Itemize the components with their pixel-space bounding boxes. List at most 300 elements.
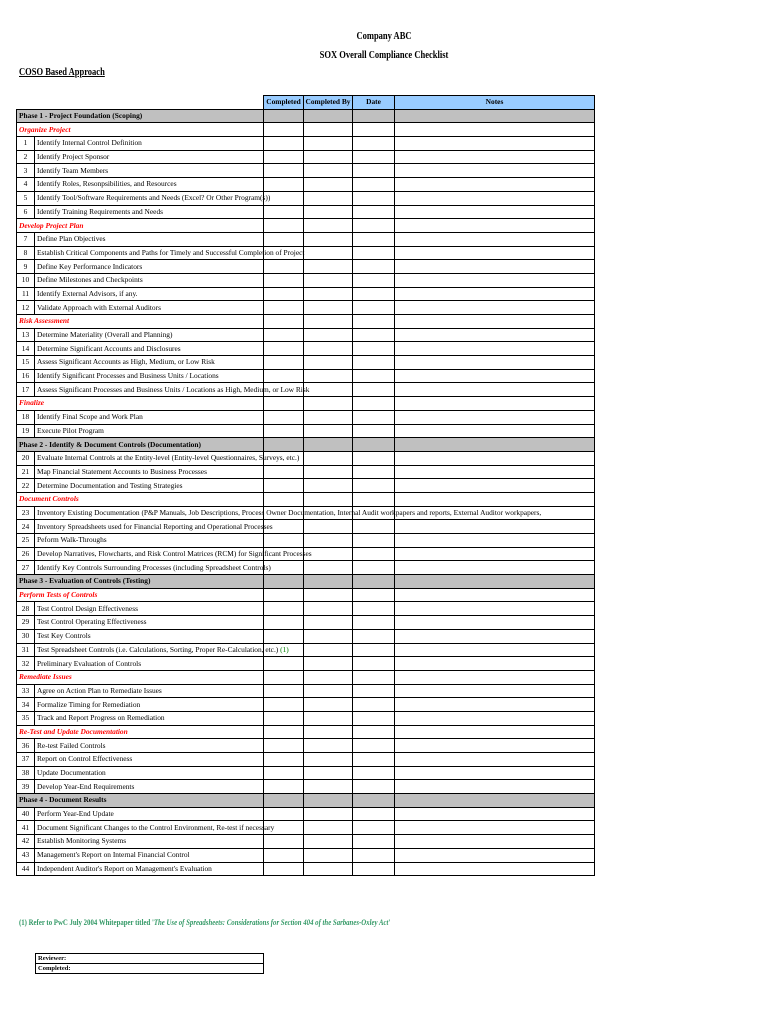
notes-cell[interactable] [395,410,595,424]
completed-cell[interactable] [264,328,304,342]
item-text: Identify Internal Control Definition [37,138,142,148]
item-text-cell [35,246,305,260]
notes-cell[interactable] [395,369,595,383]
notes-cell[interactable] [395,753,595,767]
notes-cell[interactable] [395,273,595,287]
subsection-row [17,219,595,233]
completed-cell[interactable] [264,479,304,493]
completed-by-cell[interactable] [304,766,353,780]
item-text-cell [35,780,264,794]
item-text-cell [35,739,264,753]
completed-by-cell[interactable] [304,575,353,589]
completed-cell[interactable] [264,602,304,616]
checklist-table [16,95,595,876]
item-number: 18 [17,410,35,424]
completed-by-cell[interactable] [304,862,353,876]
notes-cell[interactable] [395,547,595,561]
completed-by-cell[interactable] [304,739,353,753]
date-cell[interactable] [353,575,395,589]
notes-cell[interactable] [395,451,595,465]
notes-cell[interactable] [395,848,595,862]
date-cell[interactable] [353,602,395,616]
checklist-item-row [17,232,595,246]
date-cell[interactable] [353,164,395,178]
notes-cell[interactable] [395,438,595,452]
checklist-item-row [17,780,595,794]
date-cell[interactable] [353,643,395,657]
completed-by-cell[interactable] [304,753,353,767]
item-text: Test Control Design Effectiveness [37,603,138,613]
completed-cell[interactable] [264,492,304,506]
date-cell[interactable] [353,150,395,164]
completed-by-cell[interactable] [304,410,353,424]
checklist-item-row [17,328,595,342]
item-text-cell [35,643,289,657]
subsection-label: Develop Project Plan [17,219,264,233]
date-cell[interactable] [353,520,395,534]
completed-by-cell[interactable] [304,684,353,698]
date-cell[interactable] [353,232,395,246]
date-cell[interactable] [353,191,395,205]
date-cell[interactable] [353,753,395,767]
item-text-cell [35,835,264,849]
checklist-item-row [17,451,595,465]
date-cell[interactable] [353,465,395,479]
date-cell[interactable] [353,397,395,411]
date-cell[interactable] [353,670,395,684]
date-cell[interactable] [353,342,395,356]
completed-cell[interactable] [264,862,304,876]
completed-by-cell[interactable] [304,794,353,808]
completed-cell[interactable] [264,684,304,698]
item-number: 43 [17,848,35,862]
checklist-item-row [17,424,595,438]
checklist-item-row [17,657,595,671]
date-cell[interactable] [353,356,395,370]
date-cell[interactable] [353,315,395,329]
notes-cell[interactable] [395,123,595,137]
item-text-cell [35,328,264,342]
notes-cell[interactable] [395,246,595,260]
completed-cell[interactable] [264,410,304,424]
item-number: 14 [17,342,35,356]
completed-by-cell[interactable] [304,342,353,356]
date-cell[interactable] [353,561,395,575]
notes-cell[interactable] [395,356,595,370]
completed-by-cell[interactable] [304,602,353,616]
notes-cell[interactable] [395,301,595,315]
notes-cell[interactable] [395,670,595,684]
checklist-item-row [17,821,595,835]
date-cell[interactable] [353,547,395,561]
completed-by-cell[interactable] [304,260,353,274]
date-cell[interactable] [353,657,395,671]
date-cell[interactable] [353,205,395,219]
date-cell[interactable] [353,794,395,808]
date-cell[interactable] [353,616,395,630]
completed-cell[interactable] [264,287,304,301]
column-header-notes: Notes [395,96,595,110]
completed-cell[interactable] [264,807,304,821]
notes-cell[interactable] [395,178,595,192]
date-cell[interactable] [353,451,395,465]
completed-cell[interactable] [264,616,304,630]
completed-by-cell[interactable] [304,397,353,411]
date-cell[interactable] [353,588,395,602]
notes-cell[interactable] [395,629,595,643]
completed-by-cell[interactable] [304,848,353,862]
completed-cell[interactable] [264,315,304,329]
item-text-cell [35,711,264,725]
item-text-cell [35,164,264,178]
date-cell[interactable] [353,835,395,849]
item-number: 42 [17,835,35,849]
completed-cell[interactable] [264,178,304,192]
date-cell[interactable] [353,383,395,397]
item-text-cell [35,137,264,151]
completed-by-cell[interactable] [304,383,353,397]
completed-by-cell[interactable] [304,109,353,123]
item-text: Independent Auditor's Report on Management's Evaluation [37,863,212,873]
date-cell[interactable] [353,178,395,192]
completed-by-cell[interactable] [304,150,353,164]
item-number: 11 [17,287,35,301]
date-cell[interactable] [353,492,395,506]
checklist-item-row [17,561,595,575]
completed-cell[interactable] [264,219,304,233]
notes-cell[interactable] [395,821,595,835]
completed-cell[interactable] [264,575,304,589]
completed-by-cell[interactable] [304,616,353,630]
completed-cell[interactable] [264,369,304,383]
notes-cell[interactable] [395,534,595,548]
completed-by-cell[interactable] [304,698,353,712]
notes-cell[interactable] [395,383,595,397]
phase-row [17,794,595,808]
item-number: 32 [17,657,35,671]
completed-cell[interactable] [264,232,304,246]
item-text: Track and Report Progress on Remediation [37,713,165,723]
completed-cell[interactable] [264,670,304,684]
item-number: 33 [17,684,35,698]
item-text: Formalize Timing for Remediation [37,699,141,709]
checklist-item-row [17,520,595,534]
notes-cell[interactable] [395,602,595,616]
item-text-cell [35,698,264,712]
notes-cell[interactable] [395,698,595,712]
date-cell[interactable] [353,766,395,780]
completed-by-cell[interactable] [304,629,353,643]
item-text-cell [35,410,264,424]
date-cell[interactable] [353,219,395,233]
date-cell[interactable] [353,260,395,274]
item-text: Determine Significant Accounts and Disclosures [37,343,181,353]
notes-cell[interactable] [395,616,595,630]
completed-by-cell[interactable] [304,479,353,493]
completed-cell[interactable] [264,109,304,123]
date-cell[interactable] [353,123,395,137]
item-number: 44 [17,862,35,876]
notes-cell[interactable] [395,287,595,301]
notes-cell[interactable] [395,232,595,246]
notes-cell[interactable] [395,561,595,575]
date-cell[interactable] [353,369,395,383]
notes-cell[interactable] [395,191,595,205]
item-text-cell [35,616,264,630]
column-header-completed: Completed [264,96,304,110]
notes-cell[interactable] [395,711,595,725]
phase-row [17,109,595,123]
date-cell[interactable] [353,534,395,548]
checklist-item-row [17,465,595,479]
completed-cell[interactable] [264,657,304,671]
completed-cell[interactable] [264,739,304,753]
completed-by-cell[interactable] [304,178,353,192]
completed-cell[interactable] [264,780,304,794]
completed-by-cell[interactable] [304,657,353,671]
notes-cell[interactable] [395,137,595,151]
completed-by-cell[interactable] [304,534,353,548]
notes-cell[interactable] [395,794,595,808]
item-text: Identify Team Members [37,165,109,175]
completed-by-cell[interactable] [304,164,353,178]
item-text-cell [35,383,310,397]
notes-cell[interactable] [395,315,595,329]
item-text-cell [35,821,275,835]
completed-cell[interactable] [264,397,304,411]
completed-cell[interactable] [264,424,304,438]
completed-by-cell[interactable] [304,219,353,233]
checklist-item-row [17,369,595,383]
notes-cell[interactable] [395,520,595,534]
subsection-row [17,123,595,137]
notes-cell[interactable] [395,807,595,821]
item-text-cell [35,178,264,192]
notes-cell[interactable] [395,835,595,849]
checklist-item-row [17,150,595,164]
completed-by-cell[interactable] [304,807,353,821]
completed-by-cell[interactable] [304,643,353,657]
notes-cell[interactable] [395,205,595,219]
date-cell[interactable] [353,684,395,698]
date-cell[interactable] [353,725,395,739]
completed-cell[interactable] [264,794,304,808]
subsection-label: Organize Project [17,123,264,137]
notes-cell[interactable] [395,588,595,602]
notes-cell[interactable] [395,739,595,753]
completed-field[interactable]: Completed: [36,964,264,974]
completed-cell[interactable] [264,848,304,862]
notes-cell[interactable] [395,465,595,479]
date-cell[interactable] [353,807,395,821]
completed-by-cell[interactable] [304,424,353,438]
completed-by-cell[interactable] [304,821,353,835]
footnote-title: The Use of Spreadsheets: Considerations for Section 404 of the Sarbanes-Oxley Act [153,918,389,927]
notes-cell[interactable] [395,575,595,589]
completed-by-cell[interactable] [304,835,353,849]
date-cell[interactable] [353,698,395,712]
completed-by-cell[interactable] [304,725,353,739]
checklist-item-row [17,191,595,205]
completed-by-cell[interactable] [304,520,353,534]
reviewer-field[interactable]: Reviewer: [36,954,264,964]
item-text-cell [35,766,264,780]
completed-cell[interactable] [264,356,304,370]
date-cell[interactable] [353,246,395,260]
completed-by-cell[interactable] [304,588,353,602]
approach-heading: COSO Based Approach [19,67,105,78]
completed-cell[interactable] [264,150,304,164]
completed-cell[interactable] [264,137,304,151]
notes-cell[interactable] [395,164,595,178]
completed-cell[interactable] [264,438,304,452]
subsection-label: Remediate Issues [17,670,264,684]
completed-by-cell[interactable] [304,137,353,151]
completed-by-cell[interactable] [304,711,353,725]
completed-cell[interactable] [264,588,304,602]
date-cell[interactable] [353,287,395,301]
completed-by-cell[interactable] [304,670,353,684]
completed-by-cell[interactable] [304,369,353,383]
completed-cell[interactable] [264,766,304,780]
item-text-cell [35,561,271,575]
notes-cell[interactable] [395,643,595,657]
completed-by-cell[interactable] [304,287,353,301]
notes-cell[interactable] [395,219,595,233]
phase-row [17,438,595,452]
date-cell[interactable] [353,301,395,315]
footnote [19,918,390,927]
notes-cell[interactable] [395,109,595,123]
notes-cell[interactable] [395,862,595,876]
completed-by-cell[interactable] [304,465,353,479]
completed-cell[interactable] [264,711,304,725]
notes-cell[interactable] [395,684,595,698]
completed-by-cell[interactable] [304,328,353,342]
completed-cell[interactable] [264,205,304,219]
completed-by-cell[interactable] [304,780,353,794]
completed-cell[interactable] [264,301,304,315]
checklist-item-row [17,137,595,151]
notes-cell[interactable] [395,150,595,164]
notes-cell[interactable] [395,397,595,411]
date-cell[interactable] [353,780,395,794]
notes-cell[interactable] [395,260,595,274]
date-cell[interactable] [353,629,395,643]
date-cell[interactable] [353,328,395,342]
item-text: Assess Significant Accounts as High, Medium, or Low Risk [37,357,215,367]
item-text: Identify External Advisors, if any. [37,288,138,298]
notes-cell[interactable] [395,342,595,356]
completed-by-cell[interactable] [304,123,353,137]
date-cell[interactable] [353,410,395,424]
item-number: 20 [17,451,35,465]
item-text: Define Key Performance Indicators [37,261,143,271]
checklist-item-row [17,534,595,548]
notes-cell[interactable] [395,725,595,739]
item-number: 39 [17,780,35,794]
item-text: Management's Report on Internal Financial Control [37,850,190,860]
completed-cell[interactable] [264,698,304,712]
completed-by-cell[interactable] [304,315,353,329]
item-number: 10 [17,273,35,287]
date-cell[interactable] [353,739,395,753]
completed-cell[interactable] [264,342,304,356]
completed-by-cell[interactable] [304,356,353,370]
notes-cell[interactable] [395,424,595,438]
completed-cell[interactable] [264,164,304,178]
completed-cell[interactable] [264,534,304,548]
date-cell[interactable] [353,109,395,123]
date-cell[interactable] [353,479,395,493]
phase-label: Phase 1 - Project Foundation (Scoping) [17,109,264,123]
completed-cell[interactable] [264,725,304,739]
completed-cell[interactable] [264,273,304,287]
item-number: 23 [17,506,35,520]
completed-by-cell[interactable] [304,301,353,315]
item-number: 24 [17,520,35,534]
item-text-cell [35,479,264,493]
notes-cell[interactable] [395,766,595,780]
completed-by-cell[interactable] [304,232,353,246]
item-number: 36 [17,739,35,753]
checklist-item-row [17,739,595,753]
date-cell[interactable] [353,821,395,835]
item-number: 28 [17,602,35,616]
notes-cell[interactable] [395,479,595,493]
completed-by-cell[interactable] [304,191,353,205]
date-cell[interactable] [353,711,395,725]
checklist-item-row [17,383,595,397]
date-cell[interactable] [353,137,395,151]
date-cell[interactable] [353,862,395,876]
completed-cell[interactable] [264,629,304,643]
completed-by-cell[interactable] [304,492,353,506]
completed-cell[interactable] [264,753,304,767]
completed-cell[interactable] [264,465,304,479]
notes-cell[interactable] [395,780,595,794]
subsection-row [17,315,595,329]
date-cell[interactable] [353,438,395,452]
completed-by-cell[interactable] [304,246,353,260]
date-cell[interactable] [353,848,395,862]
item-text-cell [35,520,273,534]
notes-cell[interactable] [395,657,595,671]
completed-by-cell[interactable] [304,451,353,465]
item-number: 22 [17,479,35,493]
signoff-box [35,953,264,974]
item-number: 2 [17,150,35,164]
completed-by-cell[interactable] [304,561,353,575]
checklist-item-row [17,616,595,630]
completed-by-cell[interactable] [304,273,353,287]
notes-cell[interactable] [395,492,595,506]
item-text: Inventory Spreadsheets used for Financial Reporting and Operational Processes [37,521,273,531]
item-text: Identify Significant Processes and Business Units / Locations [37,371,219,381]
notes-cell[interactable] [395,328,595,342]
date-cell[interactable] [353,273,395,287]
completed-cell[interactable] [264,260,304,274]
completed-by-cell[interactable] [304,438,353,452]
date-cell[interactable] [353,424,395,438]
completed-cell[interactable] [264,123,304,137]
item-text-cell [35,232,264,246]
item-text: Identify Key Controls Surrounding Processes (including Spreadsheet Controls) [37,562,271,572]
item-text: Determine Materiality (Overall and Planning) [37,330,173,340]
item-text-cell [35,848,264,862]
completed-by-cell[interactable] [304,205,353,219]
completed-cell[interactable] [264,835,304,849]
